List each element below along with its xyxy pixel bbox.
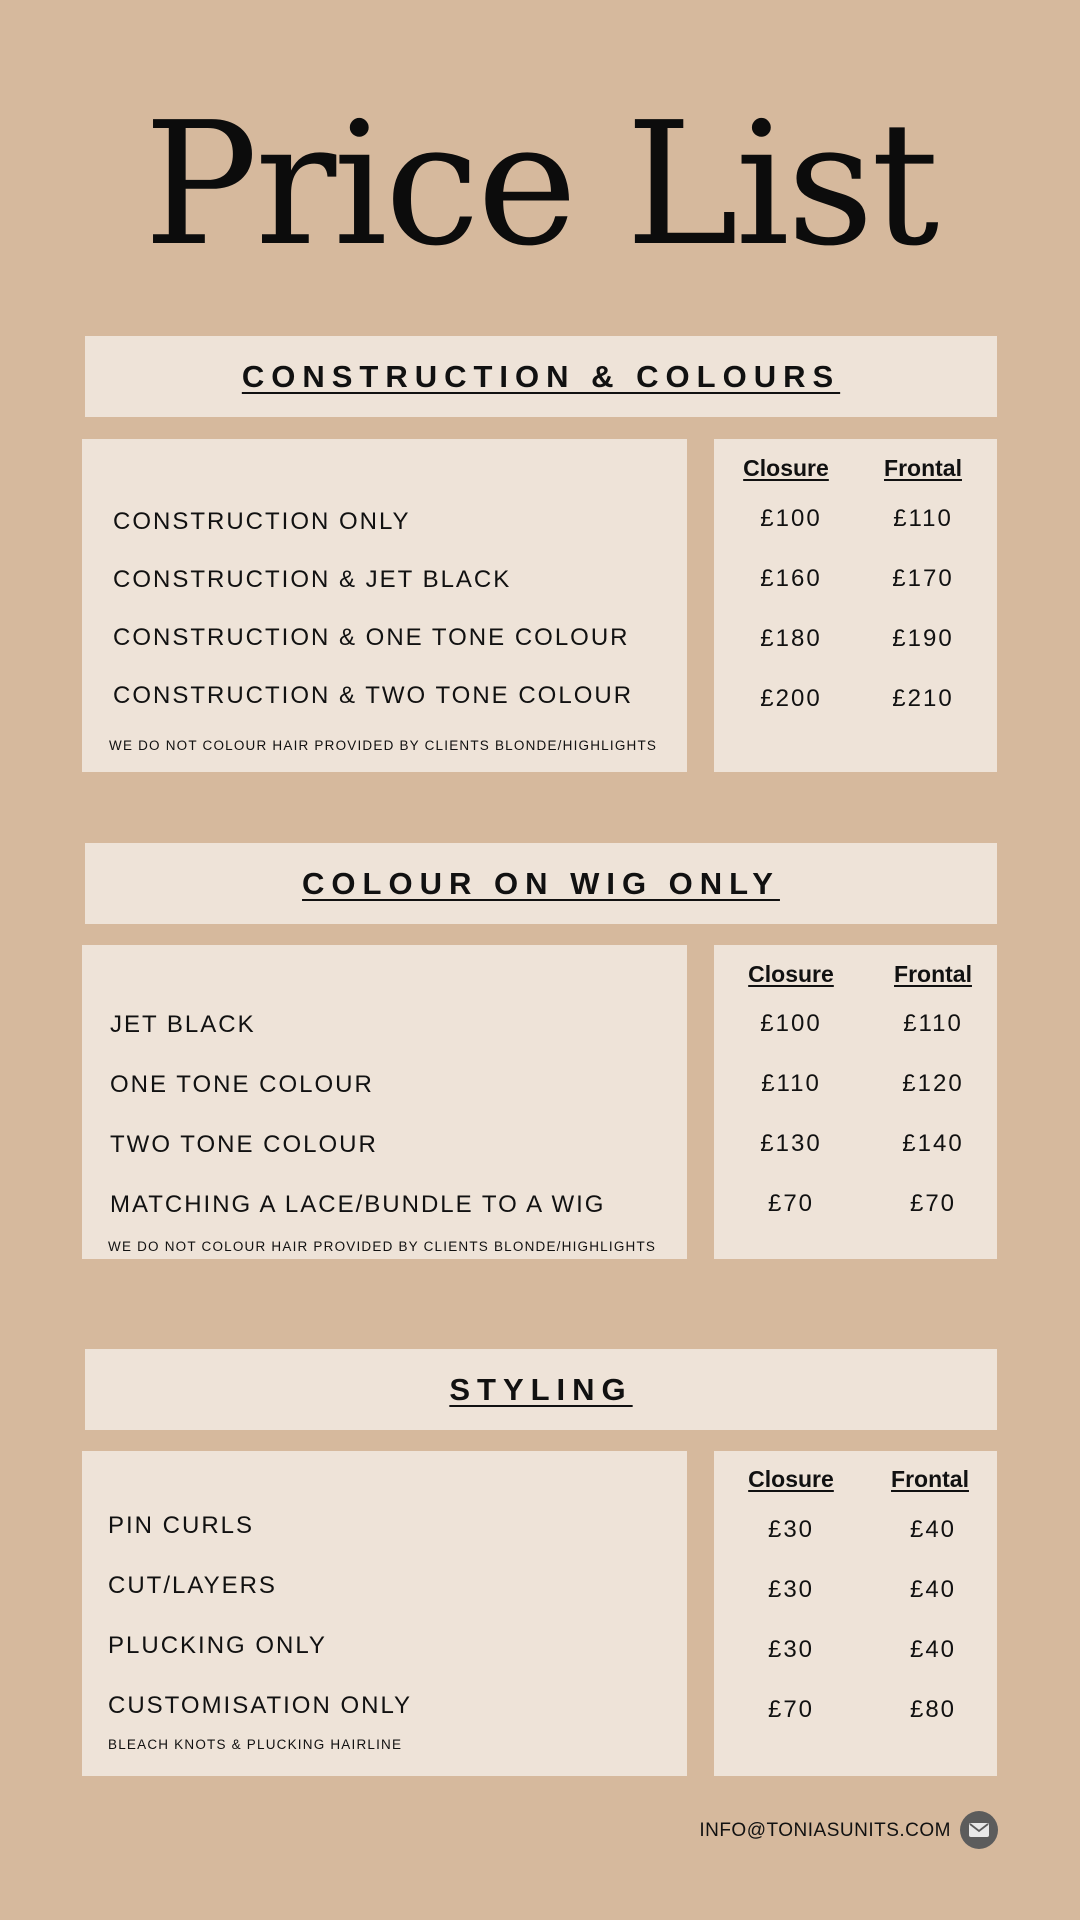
section-note: WE DO NOT COLOUR HAIR PROVIDED BY CLIENTS BLONDE/HIGHLIGHTS: [108, 1239, 657, 1254]
price-closure: £30: [767, 1576, 815, 1603]
price-closure: £100: [760, 1010, 822, 1037]
item-label: ONE TONE COLOUR: [110, 1071, 374, 1098]
column-header-closure: Closure: [743, 455, 829, 481]
item-label: PIN CURLS: [108, 1512, 255, 1539]
column-header-closure: Closure: [748, 1466, 834, 1492]
item-label: PLUCKING ONLY: [108, 1632, 327, 1659]
price-frontal: £80: [909, 1696, 957, 1723]
mail-icon[interactable]: [960, 1811, 998, 1849]
price-closure: £110: [761, 1070, 821, 1097]
item-label: CUT/LAYERS: [108, 1572, 277, 1599]
item-label: CUSTOMISATION ONLY: [108, 1692, 413, 1719]
price-frontal: £110: [893, 505, 953, 532]
column-header-frontal: Frontal: [894, 961, 972, 987]
price-closure: £30: [767, 1636, 815, 1663]
section-heading-colour-on-wig: COLOUR ON WIG ONLY: [85, 843, 997, 924]
item-label: CONSTRUCTION ONLY: [113, 508, 411, 535]
prices-panel-colour-on-wig: [714, 945, 997, 1259]
item-label: MATCHING A LACE/BUNDLE TO A WIG: [110, 1191, 606, 1218]
column-header-closure: Closure: [748, 961, 834, 987]
column-header-frontal: Frontal: [884, 455, 962, 481]
column-header-frontal: Frontal: [891, 1466, 969, 1492]
item-label: CONSTRUCTION & ONE TONE COLOUR: [113, 624, 630, 651]
items-panel-construction: [82, 439, 687, 772]
item-label: CONSTRUCTION & TWO TONE COLOUR: [113, 682, 634, 709]
item-label: CONSTRUCTION & JET BLACK: [113, 566, 512, 593]
page-title: Price List: [143, 86, 937, 284]
price-frontal: £40: [909, 1636, 957, 1663]
item-label: JET BLACK: [110, 1011, 256, 1038]
price-closure: £100: [760, 505, 822, 532]
prices-panel-construction: [714, 439, 997, 772]
price-closure: £130: [760, 1130, 822, 1157]
items-panel-colour-on-wig: [82, 945, 687, 1259]
section-heading-construction: CONSTRUCTION & COLOURS: [85, 336, 997, 417]
price-frontal: £40: [909, 1516, 957, 1543]
price-closure: £30: [767, 1516, 815, 1543]
price-frontal: £210: [892, 685, 954, 712]
section-heading-styling: STYLING: [85, 1349, 997, 1430]
price-closure: £160: [760, 565, 822, 592]
price-frontal: £170: [892, 565, 954, 592]
section-note: WE DO NOT COLOUR HAIR PROVIDED BY CLIENTS BLONDE/HIGHLIGHTS: [109, 738, 658, 753]
price-frontal: £40: [909, 1576, 957, 1603]
section-note: BLEACH KNOTS & PLUCKING HAIRLINE: [108, 1737, 403, 1752]
item-label: TWO TONE COLOUR: [110, 1131, 378, 1158]
items-panel-styling: [82, 1451, 687, 1776]
price-frontal: £110: [903, 1010, 963, 1037]
contact-email[interactable]: INFO@TONIASUNITS.COM: [699, 1820, 951, 1841]
price-frontal: £120: [902, 1070, 964, 1097]
price-closure: £70: [767, 1190, 815, 1217]
prices-panel-styling: [714, 1451, 997, 1776]
price-closure: £70: [767, 1696, 815, 1723]
price-frontal: £70: [909, 1190, 957, 1217]
price-closure: £180: [760, 625, 822, 652]
price-frontal: £140: [902, 1130, 964, 1157]
price-closure: £200: [760, 685, 822, 712]
price-frontal: £190: [892, 625, 954, 652]
